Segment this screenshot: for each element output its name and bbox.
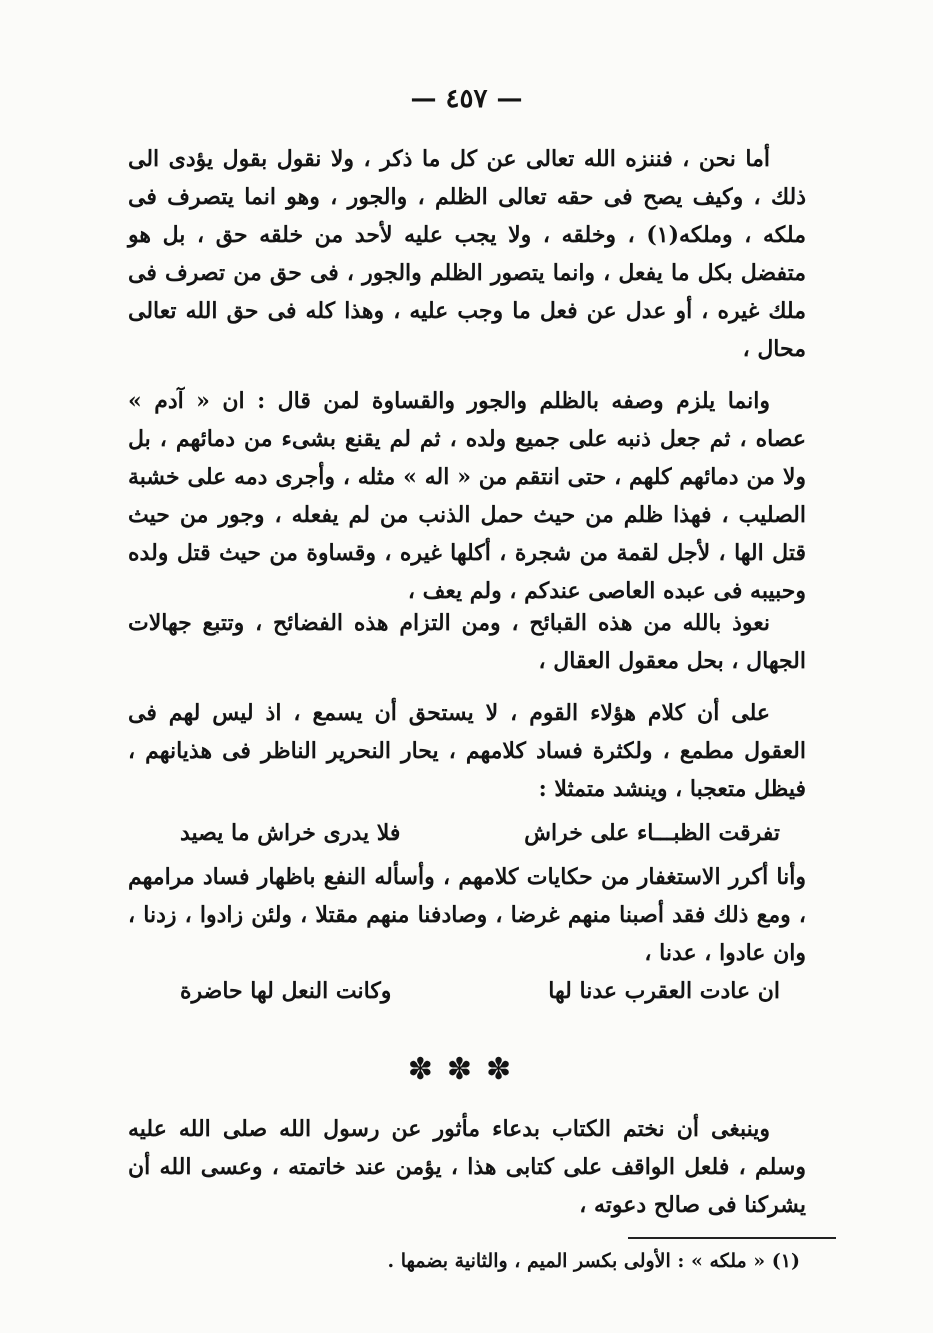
verse-line-1 [180,820,780,846]
paragraph-text: أما نحن ، فننزه الله تعالى عن كل ما ذكر ، ولا نقول بقول يؤدى الى ذلك ، وكيف يصح فى حقه تعالى الظلم ، والجور ، وهو انما يتصرف فى ملكه ، وملكه(١) ، وخلقه ، ولا يجب عليه لأحد من خلقه حق ، بل هو متفضل بكل ما يفعل ، وانما يتصور الظلم والجور ، فى حق من تصرف فى ملك غيره ، أو عدل عن فعل ما وجب عليه ، وهذا كله فى حق الله تعالى محال ، [128,146,806,362]
paragraph-5 [128,858,806,972]
paragraph-text: على أن كلام هؤلاء القوم ، لا يستحق أن يسمع ، اذ ليس لهم فى العقول مطمع ، ولكثرة فساد كلامهم ، يحار النحرير الناظر فى هذيانهم ، فيظل متعجبا ، وينشد متمثلا : [128,700,806,802]
paragraph-3 [128,604,806,680]
paragraph-text: وانما يلزم وصفه بالظلم والجور والقساوة لمن قال : ان « آدم » عصاه ، ثم جعل ذنبه على جميع ولده ، ثم لم يقنع بشىء من دمائهم ، بل ولا من دمائهم كلهم ، حتى انتقم من « اله » مثله ، وأجرى دمه على خشبة الصليب ، فهذا ظلم من حيث حمل الذنب من لم يفعله ، وجور من حيث قتل الها ، لأجل لقمة من شجرة ، أكلها غيره ، وقساوة من حيث قتل ولده وحبيبه فى عبده العاصى عندكم ، ولم يعف ، [128,388,806,604]
verse-hemistich-first: ان عادت العقرب عدنا لها [548,978,780,1004]
paragraph-4 [128,694,806,808]
section-divider-stars: ✽✽✽ [407,1052,526,1087]
page-number: — ٤٥٧ — [410,84,523,114]
verse-hemistich-first: تفرقت الظبـــاء على خراش [524,820,780,846]
verse-hemistich-second: وكانت النعل لها حاضرة [180,978,392,1004]
footnote-rule [628,1237,836,1239]
paragraph-2 [128,382,806,610]
paragraph-text: وأنا أكرر الاستغفار من حكايات كلامهم ، وأسأله النفع باظهار فساد مرامهم ، ومع ذلك فقد أصبنا منهم غرضا ، وصادفنا منهم مقتلا ، ولئن زادوا ، زدنا ، وان عادوا ، عدنا ، [128,864,806,966]
paragraph-text: وينبغى أن نختم الكتاب بدعاء مأثور عن رسول الله صلى الله عليه وسلم ، فلعل الواقف على كتابى هذا ، يؤمن عند خاتمته ، وعسى الله أن يشركنا فى صالح دعوته ، [128,1116,806,1218]
verse-hemistich-second: فلا يدرى خراش ما يصيد [180,820,401,846]
verse-line-2 [180,978,780,1004]
paragraph-text: نعوذ بالله من هذه القبائح ، ومن التزام هذه الفضائح ، وتتبع جهالات الجهال ، بحل معقول العقال ، [128,610,806,674]
paragraph-1 [128,140,806,368]
paragraph-6 [128,1110,806,1224]
footnote: (١) « ملكه » : الأولى بكسر الميم ، والثانية بضمها . [387,1250,800,1272]
